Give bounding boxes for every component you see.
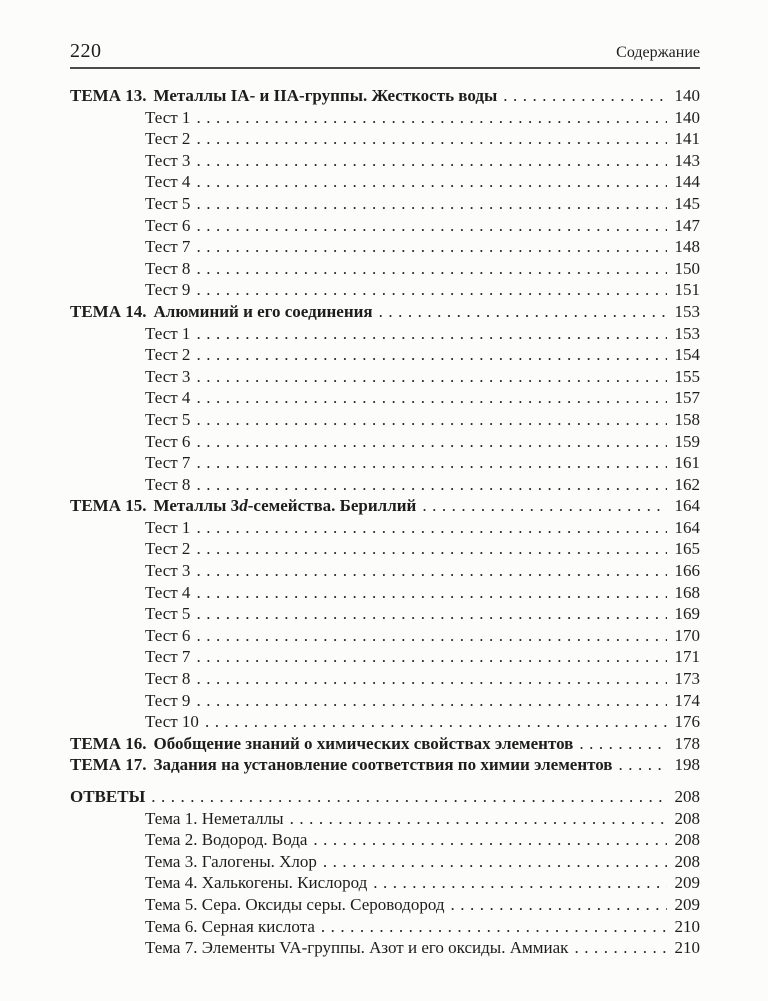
toc-entry-text [145, 474, 190, 496]
toc-entry [70, 808, 700, 830]
toc-entry-title: ОТВЕТЫ [70, 787, 146, 806]
dot-leader [196, 582, 667, 604]
toc-entry-title: Тест 8 [145, 669, 191, 689]
toc-entry-page: 168 [674, 582, 700, 602]
toc-entry-title: Тест 3 [145, 366, 191, 386]
dot-leader [503, 85, 667, 107]
toc-entry [70, 495, 700, 517]
toc-entry-text [145, 128, 190, 150]
toc-entry-page: 170 [674, 625, 700, 645]
dot-leader [196, 603, 667, 625]
toc-entry-title: Тест 3 [145, 561, 191, 581]
toc-entry [70, 668, 700, 690]
toc-entry-page: 161 [674, 453, 700, 473]
dot-leader [196, 236, 667, 258]
toc-entry [70, 128, 700, 150]
dot-leader [574, 937, 667, 959]
dot-leader [196, 107, 667, 129]
dot-leader [196, 646, 667, 668]
toc-entry [70, 279, 700, 301]
toc-entry-text [145, 150, 190, 172]
toc-entry [70, 366, 700, 388]
toc-entry-text [145, 808, 284, 830]
toc-entry-text [145, 107, 190, 129]
toc-entry-title: Тест 7 [145, 647, 191, 667]
toc-entry-page: 208 [674, 851, 700, 871]
toc-entry [70, 215, 700, 237]
toc-entry-text [145, 937, 568, 959]
toc-entry-text [145, 690, 190, 712]
dot-leader [196, 366, 667, 388]
toc-entry-label: ТЕМА 16. [70, 733, 147, 753]
toc-entry [70, 754, 700, 776]
toc-entry-title: Тест 8 [145, 258, 191, 278]
toc-entry [70, 236, 700, 258]
toc-entry-text [145, 215, 190, 237]
toc-entry-text [145, 538, 190, 560]
dot-leader [196, 452, 667, 474]
toc-entry [70, 625, 700, 647]
toc-entry-label: ТЕМА 13. [70, 86, 147, 105]
toc-entry-page: 151 [674, 280, 700, 300]
toc-entry-text [145, 872, 367, 894]
toc-entry-title: Тест 1 [145, 517, 191, 537]
toc-entry [70, 646, 700, 668]
toc-entry-text [145, 171, 190, 193]
toc-entry [70, 150, 700, 172]
dot-leader [196, 258, 667, 280]
toc-entry-text [145, 323, 190, 345]
dot-leader [290, 808, 667, 830]
toc-entry [70, 107, 700, 129]
toc-entry-title: Тема 4. Халькогены. Кислород [145, 873, 368, 893]
toc-entry-text [145, 560, 190, 582]
dot-leader [619, 754, 668, 776]
dot-leader [151, 786, 667, 808]
dot-leader [379, 301, 667, 323]
toc-entry-page: 140 [674, 107, 700, 127]
dot-leader [196, 344, 667, 366]
toc-entry [70, 872, 700, 894]
dot-leader [450, 894, 667, 916]
toc-entry [70, 301, 700, 323]
dot-leader [196, 625, 667, 647]
toc-entry-text [70, 733, 573, 755]
toc-entry-page: 145 [674, 193, 700, 213]
toc-entry-text [145, 409, 190, 431]
toc-entry-page: 158 [674, 409, 700, 429]
dot-leader [196, 279, 667, 301]
toc-entry-page: 198 [674, 755, 700, 775]
toc-entry-title-part: -семейства. Бериллий [247, 496, 417, 516]
toc-entry-title-part: Металлы 3 [153, 496, 240, 516]
toc-entry [70, 452, 700, 474]
running-title: Содержание [616, 44, 700, 61]
toc-entry-page: 154 [674, 345, 700, 365]
toc-entry-text [145, 387, 190, 409]
toc-entry-text [145, 894, 444, 916]
toc-entry-text [145, 258, 190, 280]
toc-entry-page: 209 [674, 873, 700, 893]
dot-leader [321, 916, 667, 938]
toc-entry-title: Тест 4 [145, 172, 191, 192]
dot-leader [323, 851, 667, 873]
toc-entry-page: 155 [674, 366, 700, 386]
dot-leader [196, 690, 667, 712]
dot-leader [196, 409, 667, 431]
toc-entry [70, 193, 700, 215]
toc-entry-page: 157 [674, 388, 700, 408]
toc-entry-page: 165 [674, 539, 700, 559]
dot-leader [196, 150, 667, 172]
toc-entry [70, 560, 700, 582]
toc-entry-text [145, 851, 317, 873]
toc-entry-title: Тест 1 [145, 323, 191, 343]
dot-leader [196, 560, 667, 582]
toc-entry-title: Тест 6 [145, 625, 191, 645]
toc-entry [70, 916, 700, 938]
toc-entry [70, 474, 700, 496]
toc-entry [70, 409, 700, 431]
toc-entry-text [145, 916, 315, 938]
toc-entry-title: Тест 6 [145, 215, 191, 235]
toc-entry-label: ТЕМА 17. [70, 755, 147, 775]
toc-entry-page: 208 [674, 787, 700, 806]
toc-entry-title: Тема 2. Водород. Вода [145, 830, 308, 850]
toc-entry-title: Тест 8 [145, 474, 191, 494]
toc-entry-title: Тест 10 [145, 712, 199, 732]
toc-entry-title: Тест 9 [145, 280, 191, 300]
toc-entry-page: 171 [674, 647, 700, 667]
toc-entry-text [145, 646, 190, 668]
toc-entry [70, 690, 700, 712]
toc-entry [70, 344, 700, 366]
dot-leader [196, 193, 667, 215]
dot-leader [205, 711, 667, 733]
toc-entry-title: Тест 2 [145, 129, 191, 149]
toc-entry [70, 171, 700, 193]
toc-entry-text [70, 754, 613, 776]
dot-leader [196, 474, 667, 496]
dot-leader [196, 215, 667, 237]
toc-list [70, 85, 700, 959]
toc-entry-title: Тема 5. Сера. Оксиды серы. Сероводород [145, 894, 445, 914]
toc-entry-page: 159 [674, 431, 700, 451]
toc-entry-text [145, 279, 190, 301]
toc-entry [70, 937, 700, 959]
toc-entry-text [145, 366, 190, 388]
toc-entry-text [145, 603, 190, 625]
toc-entry-page: 210 [674, 916, 700, 936]
toc-entry-text [70, 786, 145, 808]
toc-entry-text [145, 236, 190, 258]
toc-entry-page: 178 [674, 733, 700, 753]
toc-entry-text [145, 625, 190, 647]
toc-entry-title-part: d [239, 496, 248, 516]
toc-entry-title: Тест 5 [145, 193, 191, 213]
toc-entry [70, 517, 700, 539]
toc-entry-title: Задания на установление соответствия по химии элементов [153, 755, 613, 775]
toc-entry [70, 582, 700, 604]
toc-entry-text [70, 301, 373, 323]
toc-entry-title: Тест 2 [145, 345, 191, 365]
toc-entry-title: Тест 4 [145, 388, 191, 408]
toc-entry-text [145, 431, 190, 453]
page-header [70, 40, 700, 69]
dot-leader [196, 128, 667, 150]
toc-entry-page: 150 [674, 258, 700, 278]
toc-entry-title: Тест 7 [145, 453, 191, 473]
toc-entry-page: 174 [674, 690, 700, 710]
toc-entry-page: 148 [674, 237, 700, 257]
toc-entry-label: ТЕМА 15. [70, 496, 147, 516]
toc-entry-title: Тест 7 [145, 237, 191, 257]
toc-entry-page: 162 [674, 474, 700, 494]
toc-entry-page: 208 [674, 830, 700, 850]
toc-entry [70, 851, 700, 873]
toc-entry-text [145, 668, 190, 690]
toc-entry-title: Металлы IA- и IIA-группы. Жесткость воды [153, 86, 498, 105]
dot-leader [196, 431, 667, 453]
toc-entry-text [145, 193, 190, 215]
toc-entry-page: 173 [674, 669, 700, 689]
toc-entry-text [145, 344, 190, 366]
toc-entry [70, 733, 700, 755]
toc-entry-title: Тест 2 [145, 539, 191, 559]
toc-entry [70, 603, 700, 625]
toc-entry-text [145, 517, 190, 539]
dot-leader [196, 323, 667, 345]
page-number: 220 [70, 40, 102, 62]
dot-leader [422, 495, 667, 517]
toc-entry-page: 141 [674, 129, 700, 149]
toc-entry-title: Алюминий и его соединения [153, 301, 373, 321]
dot-leader [196, 668, 667, 690]
toc-entry-title: Тема 3. Галогены. Хлор [145, 851, 317, 871]
toc-entry-page: 153 [674, 301, 700, 321]
toc-entry-title: Тест 4 [145, 582, 191, 602]
toc-entry-page: 208 [674, 808, 700, 828]
toc-entry-page: 209 [674, 894, 700, 914]
toc-entry-title: Тест 5 [145, 409, 191, 429]
toc-entry-page: 143 [674, 150, 700, 170]
dot-leader [313, 829, 667, 851]
toc-entry-page: 153 [674, 323, 700, 343]
toc-entry-title: Тест 3 [145, 150, 191, 170]
toc-entry [70, 894, 700, 916]
toc-entry-title: Тест 6 [145, 431, 191, 451]
toc-entry [70, 85, 700, 107]
toc-entry-text [70, 495, 416, 517]
toc-entry-text [145, 711, 199, 733]
dot-leader [579, 733, 667, 755]
dot-leader [373, 872, 667, 894]
toc-entry-title: Тема 1. Неметаллы [145, 808, 284, 828]
toc-entry [70, 711, 700, 733]
dot-leader [196, 387, 667, 409]
toc-entry-text [145, 452, 190, 474]
toc-entry [70, 538, 700, 560]
toc-entry-page: 164 [674, 517, 700, 537]
toc-entry [70, 829, 700, 851]
toc-entry-text [70, 85, 497, 107]
toc-entry-title: Тема 7. Элементы VA-группы. Азот и его оксиды. Аммиак [145, 938, 569, 958]
toc-entry [70, 258, 700, 280]
toc-entry-page: 147 [674, 215, 700, 235]
toc-entry-page: 166 [674, 561, 700, 581]
dot-leader [196, 517, 667, 539]
dot-leader [196, 538, 667, 560]
toc-entry-page: 169 [674, 604, 700, 624]
toc-entry-label: ТЕМА 14. [70, 301, 147, 321]
toc-entry [70, 323, 700, 345]
toc-entry-text [145, 829, 307, 851]
toc-entry-page: 144 [674, 172, 700, 192]
toc-entry [70, 786, 700, 808]
toc-entry-title: Тест 9 [145, 690, 191, 710]
toc-entry-title: Тест 5 [145, 604, 191, 624]
toc-entry [70, 387, 700, 409]
toc-entry-page: 176 [674, 712, 700, 732]
toc-entry [70, 431, 700, 453]
toc-entry-page: 164 [674, 496, 700, 516]
toc-entry-title: Тест 1 [145, 107, 191, 127]
dot-leader [196, 171, 667, 193]
toc-entry-text [145, 582, 190, 604]
toc-entry-title: Обобщение знаний о химических свойствах элементов [153, 733, 574, 753]
toc-entry-page: 210 [674, 938, 700, 958]
toc-entry-title [154, 496, 417, 515]
toc-entry-title: Тема 6. Серная кислота [145, 916, 315, 936]
toc-entry-page: 140 [674, 86, 700, 105]
